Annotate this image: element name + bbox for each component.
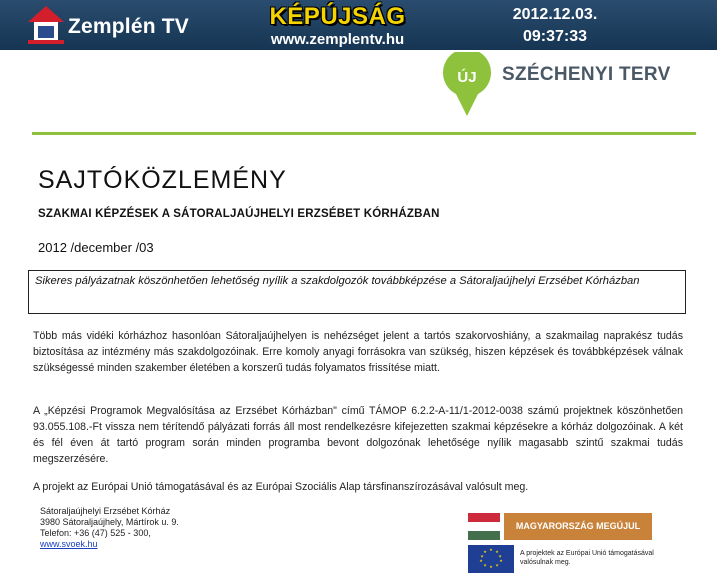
channel-name: Zemplén TV <box>68 15 190 38</box>
eu-flag-icon <box>468 545 514 573</box>
paragraph-2: A „Képzési Programok Megvalósítása az Erzsébet Kórházban" című TÁMOP 6.2.2-A-11/1-2012-0038 számú projektnek köszönhetően 93.055.108.-Ft vissza nem térítendő pályázati forrás áll most rendelkezésre kifejezetten szakmai képzésekre a kórház dolgozóinak. A két és fél éven át tartó program során minden programba bevont dolgozónak lehetősége nyílik magasabb szintű szakmai tudás megszerzésére. <box>33 405 683 465</box>
paragraph-3: A projekt az Európai Unió támogatásával és az Európai Szociális Alap társfinanszírozásával valósult meg. <box>33 481 529 493</box>
szechenyi-logo-text: SZÉCHENYI TERV <box>502 64 671 85</box>
svg-text:★: ★ <box>483 549 487 554</box>
pin-badge: ÚJ <box>457 69 477 86</box>
magyarorszag-megujul-banner <box>468 513 652 540</box>
svg-text:★: ★ <box>489 547 493 552</box>
svg-text:★: ★ <box>489 564 493 569</box>
website-link[interactable]: www.zemplentv.hu <box>270 31 405 48</box>
document-subtitle: SZAKMAI KÉPZÉSEK A SÁTORALJAÚJHELYI ERZSÉBET KÓRHÁZBAN <box>38 208 440 220</box>
szechenyi-pin-icon <box>438 52 496 118</box>
svg-text:★: ★ <box>479 558 483 563</box>
broadcast-time: 09:37:33 <box>522 28 588 45</box>
footer-org: Sátoraljaújhelyi Erzsébet Kórház <box>40 506 171 516</box>
broadcast-header <box>0 0 717 50</box>
svg-text:★: ★ <box>480 553 484 559</box>
svg-text:★: ★ <box>499 558 503 563</box>
svg-text:★: ★ <box>495 549 499 554</box>
zemplen-tv-logo-icon <box>26 4 66 46</box>
broadcast-date: 2012.12.03. <box>512 6 598 23</box>
footer-street: 3980 Sátoraljaújhely, Mártírok u. 9. <box>40 517 179 527</box>
svg-text:★: ★ <box>495 562 499 568</box>
page-title: SAJTÓKÖZLEMÉNY <box>38 166 287 194</box>
svg-text:★: ★ <box>498 553 502 559</box>
lead-box: Sikeres pályázatnak köszönhetően lehetőség nyílik a szakdolgozók továbbképzése a Sátoraljaújhelyi Erzsébet Kórházban <box>28 270 686 314</box>
footer-address <box>40 506 179 550</box>
footer-phone: Telefon: +36 (47) 525 - 300, <box>40 528 151 538</box>
green-divider <box>32 132 696 135</box>
hungarian-flag-icon <box>468 513 500 540</box>
eu-note: A projektek az Európai Unió támogatásával valósulnak meg. <box>520 550 654 566</box>
paragraph-1: Több más vidéki kórházhoz hasonlóan Sátoraljaújhelyen is nehézséget jelent a tartós szakorvoshiány, a szakmailag naprakész tudás biztosítása az intézmény más szakdolgozóinak. Erre komoly anyagi forrásokra van szükség, hiszen képzések és továbbképzések válnak szükségessé minden szakember életében a korszerű tudás folyamatos frissítése miatt. <box>33 330 683 374</box>
document-date: 2012 /december /03 <box>38 240 154 255</box>
footer-website-link[interactable]: www.svoek.hu <box>40 539 98 549</box>
section-title: KÉPÚJSÁG <box>269 3 406 30</box>
svg-text:★: ★ <box>483 562 487 568</box>
banner-label: MAGYARORSZÁG MEGÚJUL <box>504 513 652 540</box>
